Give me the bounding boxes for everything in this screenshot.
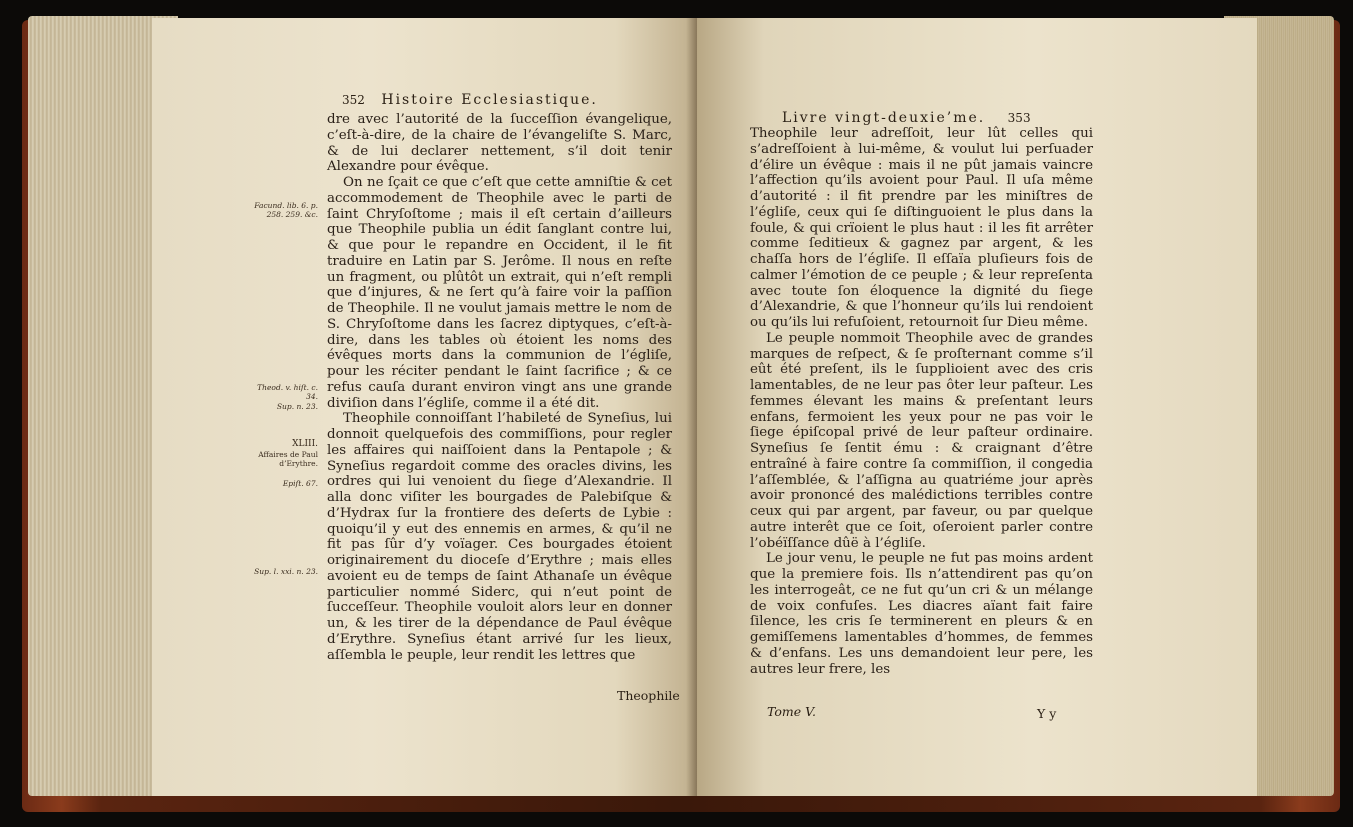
margin-note: Theod. v. hiſt. c. 34. [257, 383, 318, 401]
paragraph: dre avec l’autorité de la ſucceſſion évangelique, c’eſt-à-dire, de la chaire de l’évangeliſte S. Marc, & de lui declarer nettement, s’il doit tenir Alexandre pour évêque. [327, 112, 672, 175]
margin-note: Sup. n. 23. [276, 402, 318, 411]
left-body-text [327, 112, 672, 663]
open-book [22, 12, 1340, 817]
paragraph: On ne ſçait ce que c’eſt que cette amniſtie & cet accommodement de Theophile avec le parti de ſaint Chryſoſtome ; mais il eſt certain d’ailleurs que Theophile publia un édit ſanglant contre lui, & que pour le repandre en Occident, il le fit traduire en Latin par S. Jerôme. Il nous en reſte un fragment, ou plûtôt un extrait, qui n’eſt rempli que d’injures, & ne ſert qu’à faire voir la paſſion de Theophile. Il ne voulut jamais mettre le nom de S. Chryſoſtome dans les ſacrez diptyques, c’eſt-à-dire, dans les tables où étoient les noms des évêques morts dans la communion de l’égliſe, pour les réciter pendant le ſaint ſacrifice ; & ce refus cauſa durant environ vingt ans une grande diviſion dans l’égliſe, comme il a été dit. [327, 175, 672, 411]
section-title: Affaires de Paul d’Erythre. [258, 450, 318, 468]
right-running-head [782, 110, 1031, 126]
signature-mark: Y y [1037, 706, 1057, 721]
paragraph: Le peuple nommoit Theophile avec de grandes marques de reſpect, & ſe proſternant comme s’il eût été preſent, ils le ſupplioient avec des cris lamentables, de ne leur pas ôter leur paſteur. Les femmes élevant les mains & preſentant leurs enfans, fermoient les yeux pour ne pas voir le ſiege épiſcopal privé de leur paſteur ordinaire. Syneſius ſe ſentit ému : & craignant d’être entraîné à faire contre ſa commiſſion, il congedia l’aſſemblée, & l’aſſigna au quatriéme jour après avoir prononcé des malédictions terribles contre ceux qui par argent, par faveur, ou par quelque autre interêt que ce ſoit, oſeroient parler contre l’obéïſſance dûë à l’égliſe. [750, 330, 1093, 551]
margin-note: Sup. l. xxi. n. 23. [254, 567, 318, 576]
left-running-head [342, 92, 598, 108]
margin-note: Epiſt. 67. [282, 479, 318, 488]
right-body-text [750, 126, 1093, 677]
volume-label: Tome V. [767, 704, 816, 719]
right-page-number: 353 [1007, 111, 1031, 125]
left-page [152, 18, 697, 796]
right-running-title: Livre vingt-deuxie’me. [782, 110, 986, 126]
paragraph: Le jour venu, le peuple ne fut pas moins ardent que la premiere fois. Ils n’attendirent pas qu’on les interrogeât, ce ne fut qu’un cri & un mélange de voix confuſes. Les diacres aïant fait faire ſilence, les cris ſe terminerent en pleurs & en gemiſſemens lamentables d’hommes, de femmes & d’enfans. Les uns demandoient leur pere, les autres leur frere, les [750, 551, 1093, 677]
paragraph: Theophile connoiſſant l’habileté de Syneſius, lui donnoit quelquefois des commiſſions, pour regler les affaires qui naiſſoient dans la Pentapole ; & Syneſius regardoit comme des oracles divins, les ordres qui lui venoient du ſiege d’Alexandrie. Il alla donc viſiter les bourgades de Palebiſque & d’Hydrax ſur la frontiere des deſerts de Lybie : quoiqu’il y eut des ennemis en armes, & qu’il ne fit pas ſûr d’y voïager. Ces bourgades étoient originairement du dioceſe d’Erythre ; mais elles avoient eu de temps de ſaint Athanaſe un évêque particulier nommé Siderc, qui n’eut point de ſucceſſeur. Theophile vouloit alors leur en donner un, & les tirer de la dépendance de Paul évêque d’Erythre. Syneſius étant arrivé ſur les lieux, aſſembla le peuple, leur rendit les lettres que [327, 411, 672, 663]
paragraph: Theophile leur adreſſoit, leur lût celles qui s’adreſſoient à lui-même, & voulut lui perſuader d’élire un évêque : mais il ne pût jamais vaincre l’affection qu’ils avoient pour Paul. Il uſa même d’autorité : il fit prendre par les miniſtres de l’égliſe, ceux qui ſe diſtinguoient le plus dans la foule, & qui crïoient le plus haut : il les fit arrêter comme ſeditieux & gagnez par argent, & les chaſſa hors de l’égliſe. Il eſſaïa pluſieurs fois de calmer l’émotion de ce peuple ; & leur repreſenta avec toute ſon éloquence la dignité du ſiege d’Alexandrie, & que l’honneur qu’ils lui rendoient ou qu’ils lui refuſoient, retournoit ſur Dieu même. [750, 126, 1093, 330]
left-running-title: Histoire Ecclesiastique. [381, 92, 598, 108]
margin-note: Facund. lib. 6. p. 258. 259. &c. [254, 201, 318, 219]
right-page [697, 18, 1257, 796]
left-page-number: 352 [342, 93, 365, 107]
catchword: Theophile [617, 688, 680, 703]
section-number: XLIII. [292, 439, 318, 449]
